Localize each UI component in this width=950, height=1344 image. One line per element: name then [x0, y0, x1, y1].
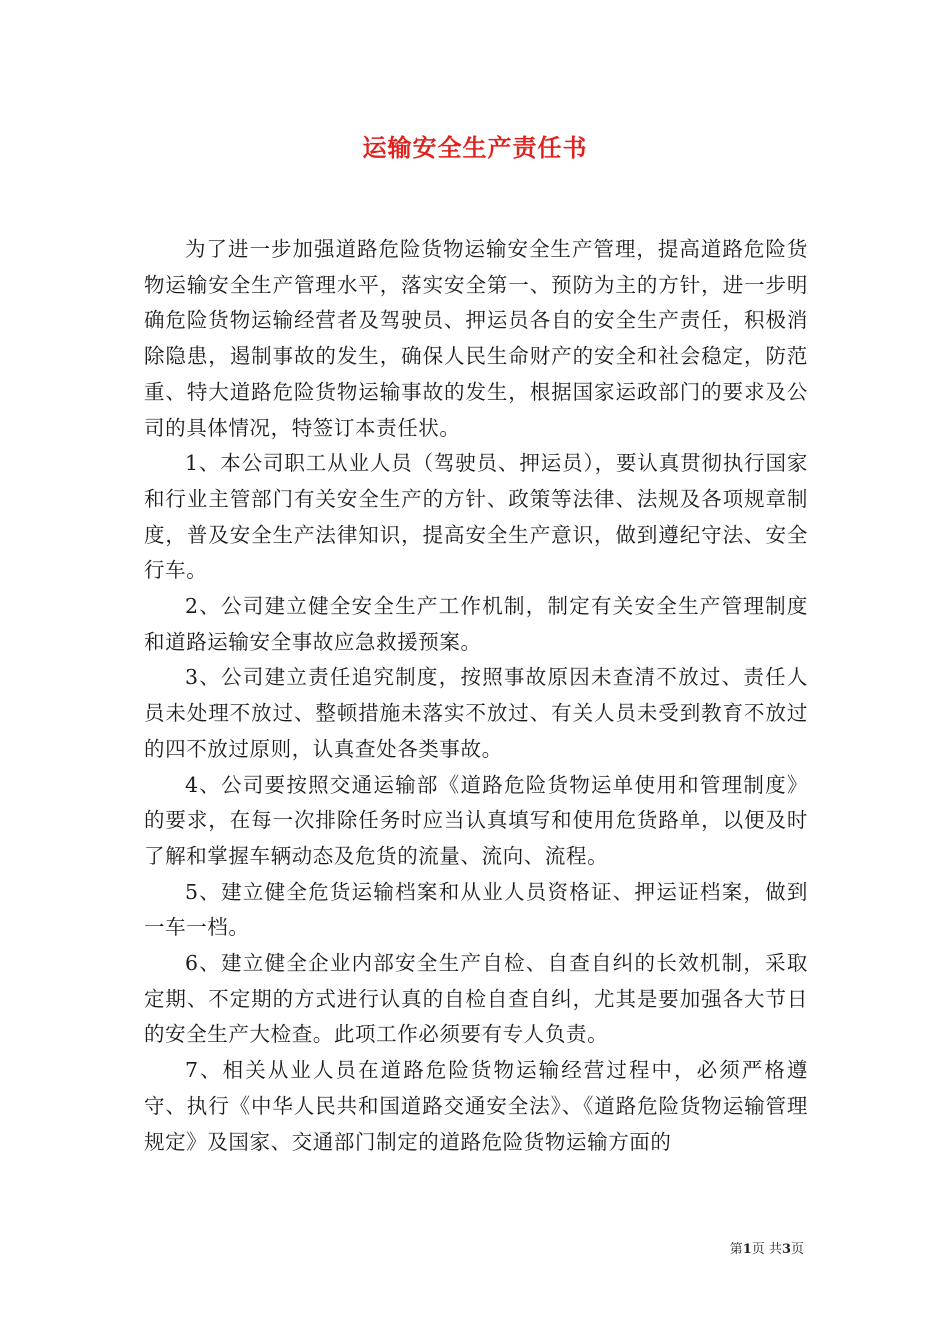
document-body	[144, 232, 808, 1160]
footer-middle: 页 共	[751, 1242, 782, 1257]
paragraph-item-6: 6、建立健全企业内部安全生产自检、自查自纠的长效机制，采取定期、不定期的方式进行认真的自检自查自纠，尤其是要加强各大节日的安全生产大检查。此项工作必须要有专人负责。	[144, 951, 808, 1047]
paragraph-item-4: 4、公司要按照交通运输部《道路危险货物运单使用和管理制度》的要求，在每一次排除任务时应当认真填写和使用危货路单，以便及时了解和掌握车辆动态及危货的流量、流向、流程。	[144, 772, 808, 868]
paragraph-item-1: 1、本公司职工从业人员（驾驶员、押运员），要认真贯彻执行国家和行业主管部门有关安全生产的方针、政策等法律、法规及各项规章制度，普及安全生产法律知识，提高安全生产意识，做到遵纪守法、安全行车。	[144, 451, 808, 583]
paragraph-item-3: 3、公司建立责任追究制度，按照事故原因未查清不放过、责任人员未处理不放过、整顿措施未落实不放过、有关人员未受到教育不放过的四不放过原则，认真查处各类事故。	[144, 665, 808, 761]
footer-total-pages: 3	[781, 1242, 791, 1257]
footer-suffix: 页	[790, 1242, 804, 1257]
paragraph-item-7: 7、相关从业人员在道路危险货物运输经营过程中，必须严格遵守、执行《中华人民共和国道路交通安全法》、《道路危险货物运输管理规定》及国家、交通部门制定的道路危险货物运输方面的	[144, 1058, 808, 1154]
footer-current-page: 1	[742, 1242, 752, 1257]
page-number-footer	[730, 1238, 804, 1257]
paragraph-item-2: 2、公司建立健全安全生产工作机制，制定有关安全生产管理制度和道路运输安全事故应急救援预案。	[144, 594, 808, 654]
document-title: 运输安全生产责任书	[362, 133, 588, 162]
paragraph-item-5: 5、建立健全危货运输档案和从业人员资格证、押运证档案，做到一车一档。	[144, 879, 808, 940]
paragraph-intro: 为了进一步加强道路危险货物运输安全生产管理，提高道路危险货物运输安全生产管理水平，落实安全第一、预防为主的方针，进一步明确危险货物运输经营者及驾驶员、押运员各自的安全生产责任，积极消除隐患，遏制事故的发生，确保人民生命财产的安全和社会稳定，防范重、特大道路危险货物运输事故的发生，根据国家运政部门的要求及公司的具体情况，特签订本责任状。	[144, 237, 808, 440]
footer-prefix: 第	[729, 1242, 743, 1257]
